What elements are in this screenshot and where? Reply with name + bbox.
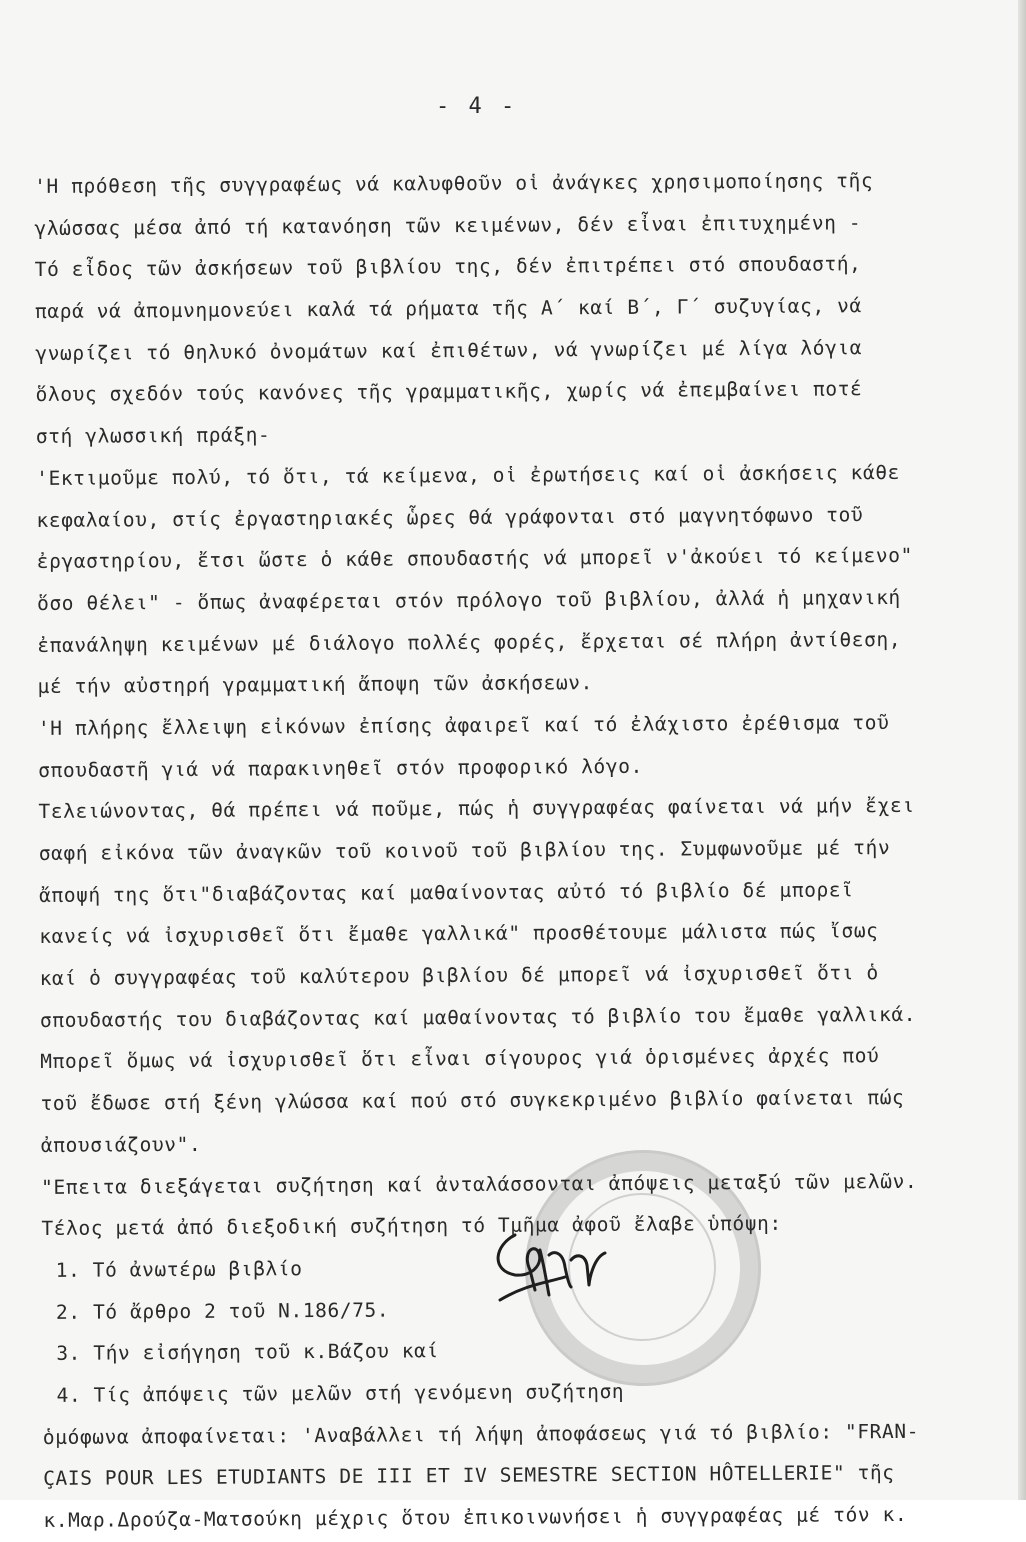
text-line: παρά νά ἀπομνημονεύει καλά τά ρήματα τῆς Α΄ καί Β΄, Γ΄ συζυγίας, νά — [34, 294, 862, 324]
text-line: στή γλωσσική πράξη- — [35, 423, 271, 449]
text-line: ὅλους σχεδόν τούς κανόνες τῆς γραμματικῆς, χωρίς νά ἐπεμβαίνει ποτέ — [35, 377, 863, 407]
text-line: Τό εἶδος τῶν ἀσκήσεων τοῦ βιβλίου της, δέν ἐπιτρέπει στό σπουδαστή, — [34, 252, 862, 282]
text-line: σπουδαστής του διαβάζοντας καί μαθαίνοντας τό βιβλίο του ἔμαθε γαλλικά. — [39, 1002, 917, 1032]
list-item: 2. Τό ἄρθρο 2 τοῦ Ν.186/75. — [55, 1298, 390, 1324]
text-line: ÇAIS POUR LES ETUDIANTS DE III ET IV SEMESTRE SECTION HÔTELLERIE" τῆς — [43, 1461, 895, 1491]
text-line: Μπορεῖ ὅμως νά ἰσχυρισθεῖ ὅτι εἶναι σίγουρος γιά ὁρισμένες ἀρχές πού — [40, 1044, 880, 1074]
text-line: ἄποψή της ὅτι"διαβάζοντας καί μαθαίνοντας αὐτό τό βιβλίο δέ μπορεῖ — [39, 877, 854, 907]
page-number: - 4 - — [436, 94, 518, 119]
text-line: τοῦ ἔδωσε στή ξένη γλώσσα καί πού στό συγκεκριμένο βιβλίο φαίνεται πώς — [40, 1086, 905, 1116]
list-item: 4. Τίς ἀπόψεις τῶν μελῶν στή γενόμενη συζήτηση — [56, 1379, 625, 1407]
text-line: ὅσο θέλει" - ὅπως ἀναφέρεται στόν πρόλογο τοῦ βιβλίου, ἀλλά ἡ μηχανική — [36, 585, 901, 615]
text-line: σπουδαστῆ γιά νά παρακινηθεῖ στόν προφορικό λόγο. — [38, 754, 643, 782]
text-line: "Επειτα διεξάγεται συζήτηση καί ἀνταλάσσονται ἀπόψεις μεταξύ τῶν μελῶν. — [41, 1169, 918, 1199]
list-item: 3. Τήν εἰσήγηση τοῦ κ.Βάζου καί — [56, 1339, 439, 1366]
text-line: 'Εκτιμοῦμε πολύ, τό ὅτι, τά κείμενα, οἱ ἐρωτήσεις καί οἱ ἀσκήσεις κάθε — [36, 460, 901, 490]
text-line: ὁμόφωνα ἀποφαίνεται: 'Αναβάλλει τή λήψη ἀποφάσεως γιά τό βιβλίο: "FRAN- — [42, 1419, 920, 1449]
text-line: ἀπουσιάζουν". — [40, 1132, 202, 1157]
text-line: σαφή εἰκόνα τῶν ἀναγκῶν τοῦ κοινοῦ τοῦ βιβλίου της. Συμφωνοῦμε μέ τήν — [38, 836, 891, 865]
text-line: κεφαλαίου, στίς ἐργαστηριακές ὧρες θά γράφονται στό μαγνητόφωνο τοῦ — [36, 502, 864, 532]
text-line: γλώσσας μέσα ἀπό τή κατανόηση τῶν κειμένων, δέν εἶναι ἐπιτυχημένη - — [34, 210, 862, 240]
text-line: ἐπανάληψη κειμένων μέ διάλογο πολλές φορές, ἔρχεται σέ πλήρη ἀντίθεση, — [37, 627, 902, 657]
text-line: Τέλος μετά ἀπό διεξοδική συζήτηση τό Τμῆμα ἀφοῦ ἔλαβε ὑπόψη: — [41, 1211, 782, 1241]
text-line: 'Η πλήρης ἔλλειψη εἰκόνων ἐπίσης ἀφαιρεῖ καί τό ἐλάχιστο ἐρέθισμα τοῦ — [37, 710, 890, 740]
page-edge — [1018, 0, 1026, 1500]
text-line: κ.Μαρ.Δρούζα-Ματσούκη μέχρις ὅτου ἐπικοινωνήσει ἡ συγγραφέας μέ τόν κ. — [43, 1502, 908, 1532]
text-line: Τελειώνοντας, θά πρέπει νά ποῦμε, πώς ἡ συγγραφέας φαίνεται νά μήν ἔχει — [38, 794, 915, 824]
text-line: γνωρίζει τό θηλυκό ὀνομάτων καί ἐπιθέτων, νά γνωρίζει μέ λίγα λόγια — [35, 335, 863, 365]
text-line: 'Η πρόθεση τῆς συγγραφέως νά καλυφθοῦν οἱ ἀνάγκες χρησιμοποίησης τῆς — [34, 169, 874, 198]
text-line: κανείς νά ἰσχυρισθεῖ ὅτι ἔμαθε γαλλικά" προσθέτουμε μάλιστα πώς ἴσως — [39, 919, 879, 949]
list-item: 1. Τό ἀνωτέρω βιβλίο — [55, 1257, 303, 1282]
document-body — [34, 159, 1004, 1541]
text-line: ἐργαστηρίου, ἔτσι ὥστε ὁ κάθε σπουδαστής νά μπορεῖ ν'ἀκούει τό κείμενο" — [36, 544, 913, 574]
text-line: μέ τήν αὐστηρή γραμματική ἄποψη τῶν ἀσκήσεων. — [37, 671, 594, 699]
text-line: καί ὁ συγγραφέας τοῦ καλύτερου βιβλίου δέ μπορεῖ νά ἰσχυρισθεῖ ὅτι ὁ — [39, 961, 879, 991]
